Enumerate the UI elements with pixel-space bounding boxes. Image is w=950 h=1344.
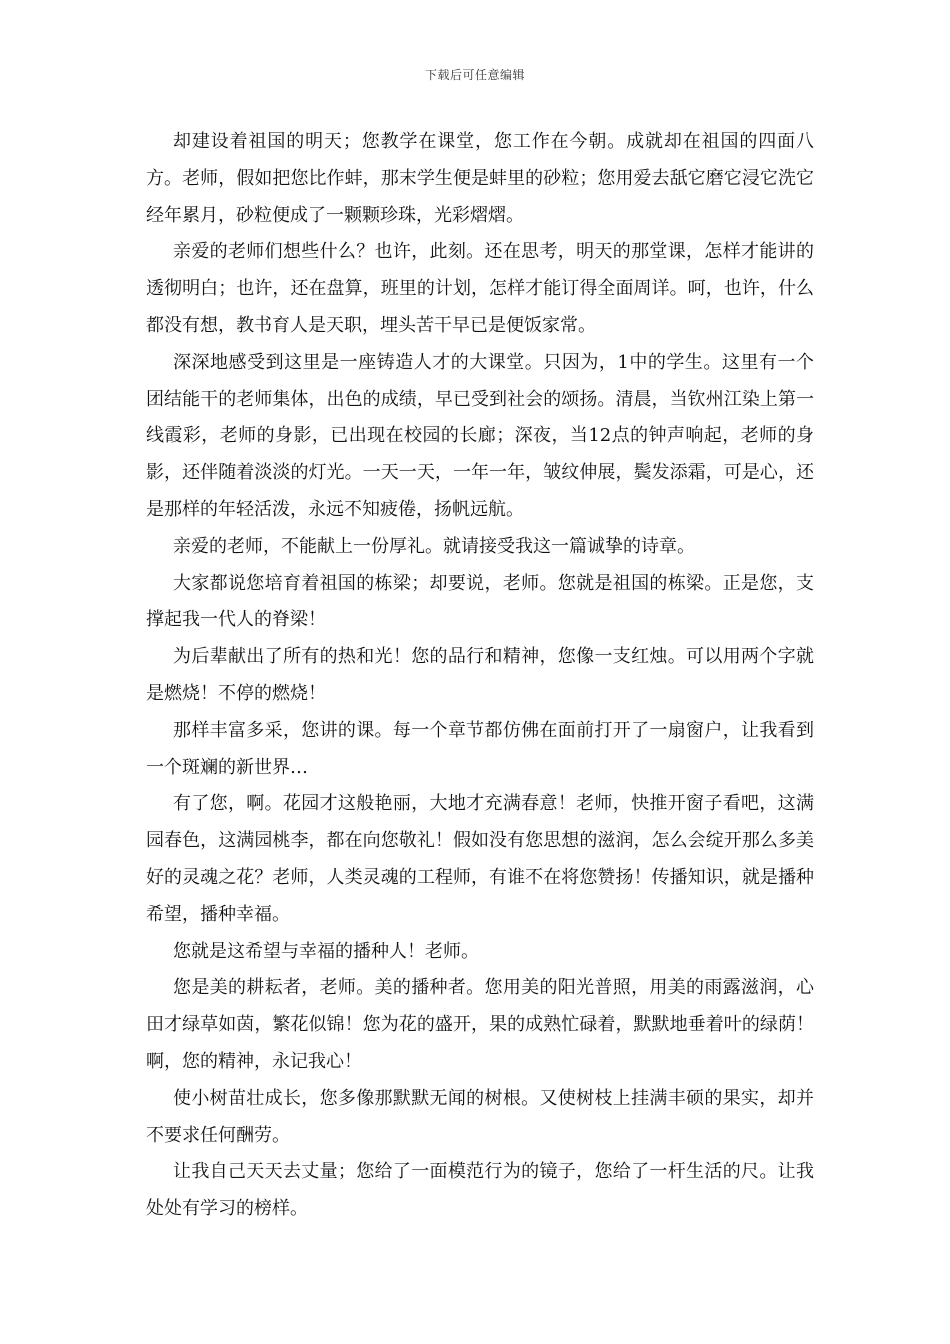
- paragraph: 却建设着祖国的明天；您教学在课堂，您工作在今朝。成就却在祖国的四面八方。老师，假如把您比作蚌，那末学生便是蚌里的砂粒；您用爱去舐它磨它浸它洗它经年累月，砂粒便成了一颗颗珍珠，光彩熠熠。: [146, 131, 814, 226]
- paragraph: 您就是这希望与幸福的播种人！老师。: [173, 940, 479, 962]
- page-header: 下载后可任意编辑: [424, 68, 525, 82]
- paragraph: 您是美的耕耘者，老师。美的播种者。您用美的阳光普照，用美的雨露滋润，心田才绿草如茵，繁花似锦！您为花的盛开，果的成熟忙碌着，默默地垂着叶的绿荫！啊，您的精神，永记我心！: [146, 977, 814, 1072]
- paragraph: 那样丰富多采，您讲的课。每一个章节都仿佛在面前打开了一扇窗户，让我看到一个斑斓的新世界…: [146, 719, 814, 778]
- paragraph: 使小树苗壮成长，您多像那默默无闻的树根。又使树枝上挂满丰硕的果实，却并不要求任何酬劳。: [146, 1087, 814, 1146]
- paragraph: 为后辈献出了所有的热和光！您的品行和精神，您像一支红烛。可以用两个字就是燃烧！不停的燃烧！: [146, 646, 814, 704]
- paragraph: 亲爱的老师，不能献上一份厚礼。就请接受我这一篇诚挚的诗章。: [173, 535, 695, 557]
- paragraph: 让我自己天天去丈量；您给了一面模范行为的镜子，您给了一杆生活的尺。让我处处有学习的榜样。: [146, 1161, 814, 1220]
- paragraph: 有了您，啊。花园才这般艳丽，大地才充满春意！老师，快推开窗子看吧，这满园春色，这满园桃李，都在向您敬礼！假如没有您思想的滋润，怎么会绽开那么多美好的灵魂之花？老师，人类灵魂的工程师，有谁不在将您赞扬！传播知识，就是播种希望，播种幸福。: [146, 793, 814, 925]
- paragraph: 深深地感受到这里是一座铸造人才的大课堂。只因为，1中的学生。这里有一个团结能干的老师集体，出色的成绩，早已受到社会的颂扬。清晨，当钦州江染上第一线霞彩，老师的身影，已出现在校园的长廊；深夜，当12点的钟声响起，老师的身影，还伴随着淡淡的灯光。一天一天，一年一年，皱纹伸展，鬓发添霜，可是心，还是那样的年轻活泼，永远不知疲倦，扬帆远航。: [146, 351, 814, 520]
- paragraph: 亲爱的老师们想些什么？也许，此刻。还在思考，明天的那堂课，怎样才能讲的透彻明白；也许，还在盘算，班里的计划，怎样才能订得全面周详。呵，也许，什么都没有想，教书育人是天职，埋头苦干早已是便饭家常。: [146, 241, 814, 336]
- document-body: [146, 124, 814, 1228]
- paragraph: 大家都说您培育着祖国的栋梁；却要说，老师。您就是祖国的栋梁。正是您，支撑起我一代人的脊梁！: [146, 572, 814, 631]
